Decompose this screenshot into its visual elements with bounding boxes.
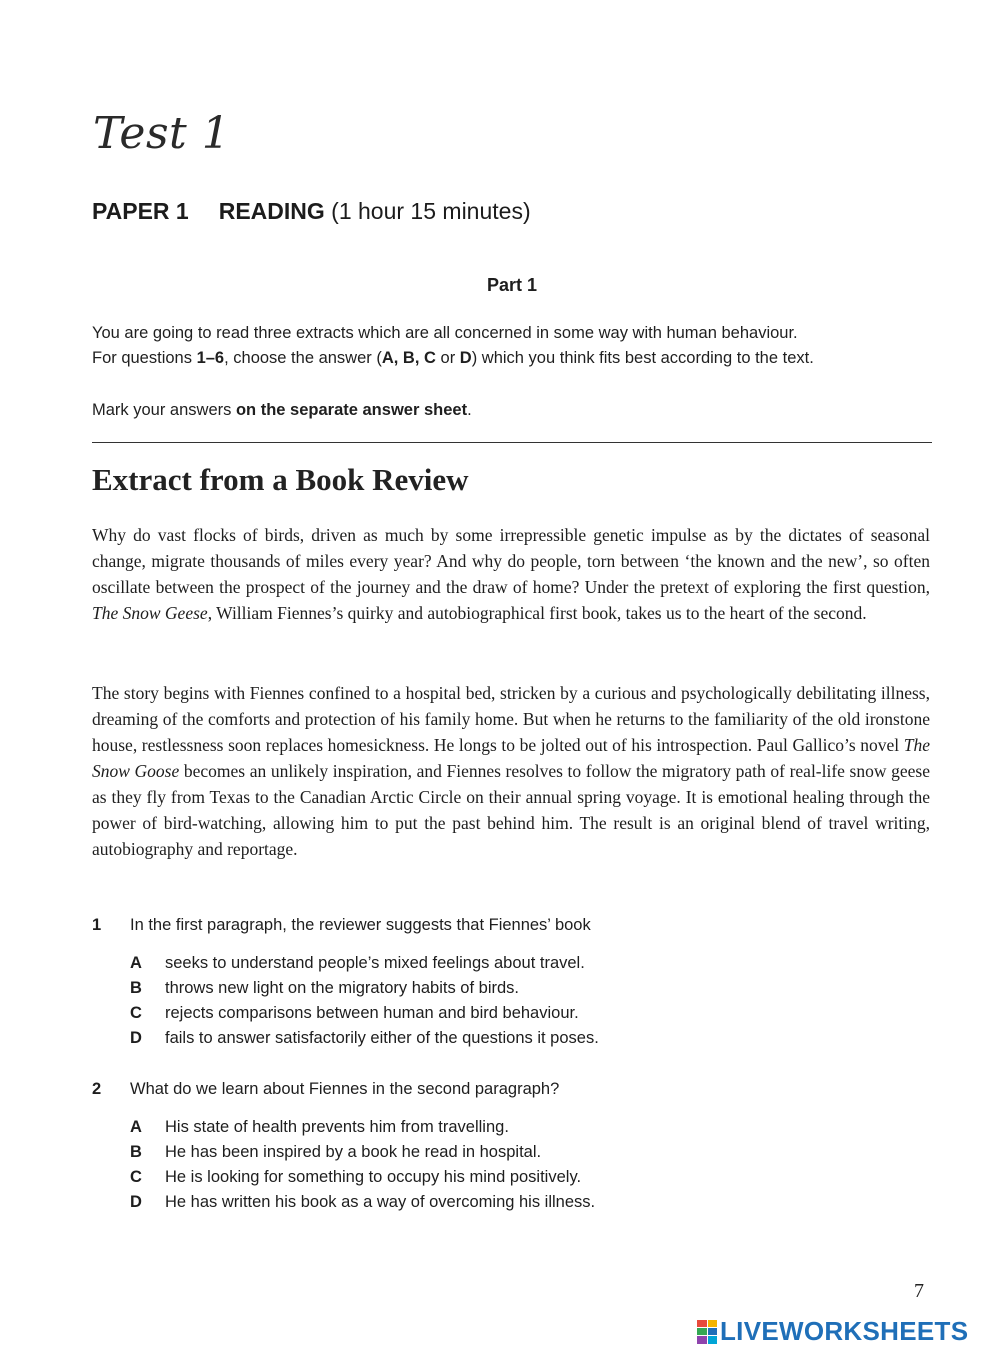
instruction-line-2: For questions 1–6, choose the answer (A, B, C or D) which you think fits best according to the text. [92,349,814,367]
question-stem [92,916,932,942]
answer-options [92,1118,932,1218]
answer-option-d[interactable]: D fails to answer satisfactorily either of the questions it poses. [130,1029,599,1047]
test-title: Test 1 [93,108,231,159]
paper-label: PAPER 1 [92,198,189,224]
liveworksheets-logo-icon [697,1320,717,1344]
answer-options [92,954,932,1054]
section-label: READING [218,198,325,224]
question-1 [92,916,932,1054]
section-divider [92,442,932,443]
answer-option-b[interactable]: B throws new light on the migratory habits of birds. [130,979,520,997]
answer-option-c[interactable]: C rejects comparisons between human and bird behaviour. [130,1004,579,1022]
review-paragraph-1: Why do vast flocks of birds, driven as much by some irrepressible genetic impulse as by the dictates of seasonal change, migrate thousands of miles every year? And why do people, torn between ‘the known and the new’, so often oscillate between the prospect of the journey and the draw of home? Under the pretext of exploring the first question, The Snow Geese, William Fiennes’s quirky and autobiographical first book, takes us to the heart of the second. [92,525,930,623]
question-text: In the first paragraph, the reviewer suggests that Fiennes’ book [130,916,591,934]
question-number: 1 [92,916,102,934]
page-number: 7 [914,1280,924,1302]
instructions [92,321,942,371]
question-2 [92,1080,932,1218]
instruction-line-1: You are going to read three extracts which are all concerned in some way with human behaviour. [92,324,798,342]
duration-label: (1 hour 15 minutes) [331,198,531,224]
extract-title: Extract from a Book Review [92,462,469,497]
answer-option-a[interactable]: A seeks to understand people’s mixed feelings about travel. [130,954,585,972]
answer-option-a[interactable]: A His state of health prevents him from travelling. [130,1118,509,1136]
question-number: 2 [92,1080,102,1098]
review-paragraph-2: The story begins with Fiennes confined to a hospital bed, stricken by a curious and psychologically debilitating illness, dreaming of the comforts and protection of his family home. But when he returns to the familiarity of the old ironstone house, restlessness soon replaces homesickness. He longs to be jolted out of his introspection. Paul Gallico’s novel The Snow Goose becomes an unlikely inspiration, and Fiennes resolves to follow the migratory path of real-life snow geese as they fly from Texas to the Canadian Arctic Circle on their annual spring voyage. It is emotional healing through the power of bird-watching, allowing him to put the past behind him. The result is an original blend of travel writing, autobiography and reportage. [92,683,930,859]
book-title: The Snow Geese [92,603,208,623]
liveworksheets-brand[interactable] [697,1316,968,1347]
part-heading: Part 1 [486,275,538,295]
answer-option-d[interactable]: D He has written his book as a way of overcoming his illness. [130,1193,596,1211]
novel-title: The Snow Goose [92,735,930,781]
brand-name: LIVEWORKSHEETS [720,1316,969,1346]
answer-option-b[interactable]: B He has been inspired by a book he read in hospital. [130,1143,542,1161]
mark-instruction: Mark your answers on the separate answer sheet. [92,401,472,419]
question-stem [92,1080,932,1106]
paper-heading [92,198,531,225]
answer-option-c[interactable]: C He is looking for something to occupy his mind positively. [130,1168,582,1186]
question-text: What do we learn about Fiennes in the second paragraph? [130,1080,560,1098]
